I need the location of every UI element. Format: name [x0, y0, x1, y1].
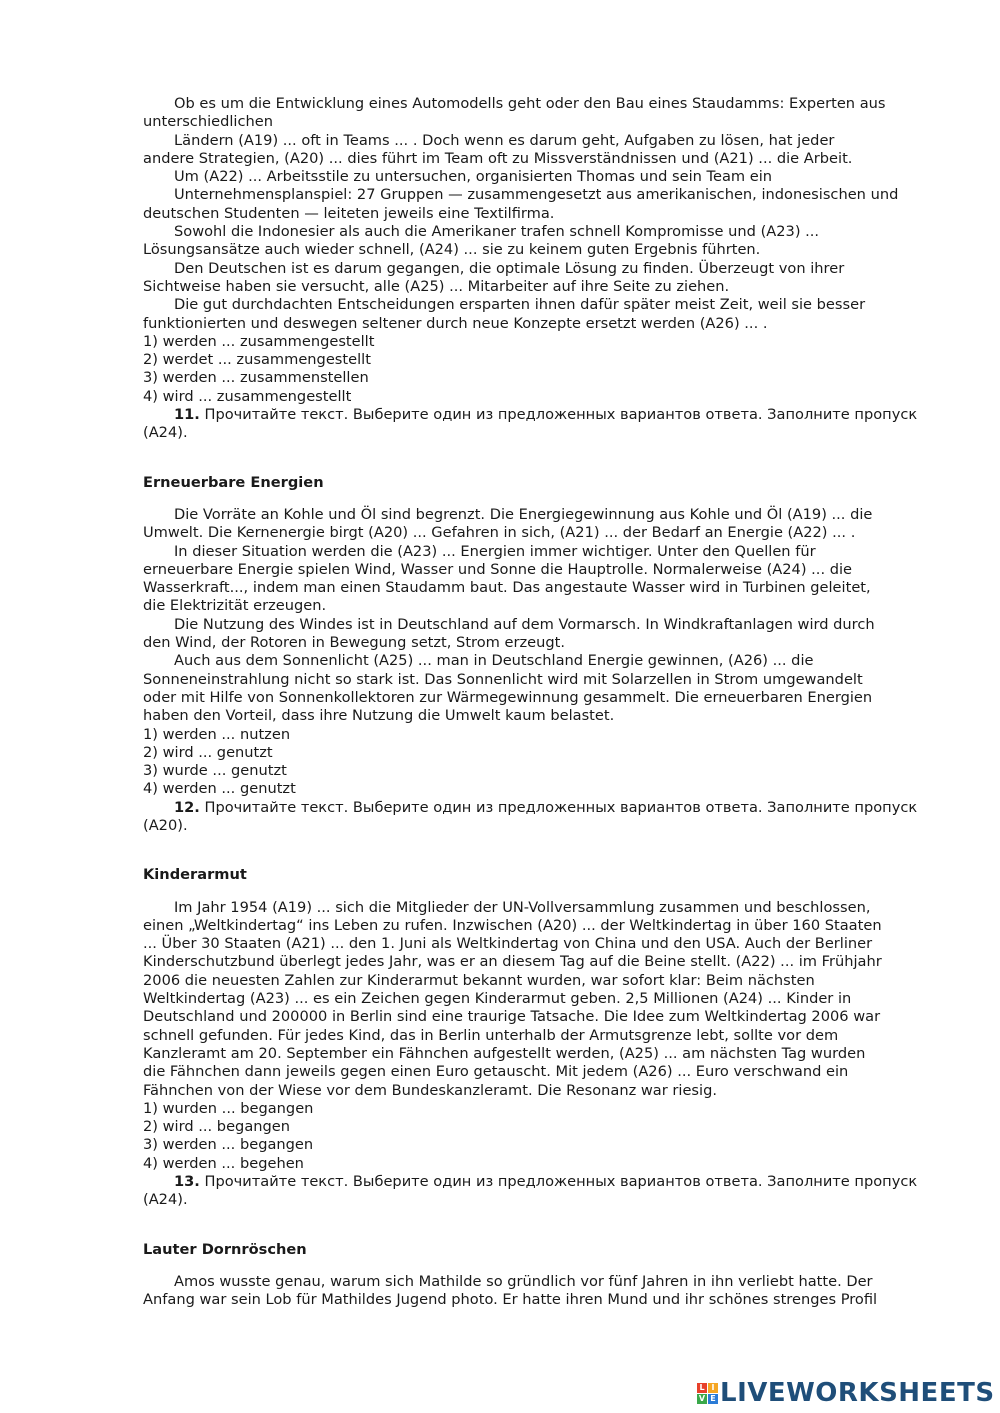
task-text: Прочитайте текст. Выберите один из предложенных вариантов ответа. Заполните пропуск — [199, 1173, 918, 1191]
answer-option: 3) werden ... begangen — [143, 1136, 314, 1154]
text-line: deutschen Studenten — leiteten jeweils eine Textilfirma. — [143, 204, 555, 222]
answer-option: 2) werdet ... zusammengestellt — [143, 351, 371, 369]
task-instruction-13 — [143, 1173, 923, 1191]
text-line: die Fähnchen dann jeweils gegen einen Euro getauscht. Mit jedem (A26) ... Euro verschwand ein — [143, 1063, 849, 1081]
text-line: Sonneneinstrahlung nicht so stark ist. Das Sonnenlicht wird mit Solarzellen in Strom umgewandelt — [143, 670, 863, 688]
task-text: Прочитайте текст. Выберите один из предложенных вариантов ответа. Заполните пропуск — [199, 798, 918, 816]
text-line: Anfang war sein Lob für Mathildes Jugend photo. Er hatte ihren Mund und ihr schönes strenges Profil — [143, 1291, 878, 1309]
text-line: In dieser Situation werden die (A23) ... Energien immer wichtiger. Unter den Quellen für — [174, 542, 816, 560]
task-number: 13. — [174, 1173, 200, 1191]
task-gap-11: (A24). — [143, 424, 188, 442]
logo-text: LIVEWORKSHEETS — [720, 1378, 995, 1408]
text-line: Die gut durchdachten Entscheidungen ersparten ihnen dafür später meist Zeit, weil sie besser — [174, 296, 866, 314]
answer-option: 4) wird ... zusammengestellt — [143, 387, 352, 405]
text-line: Sichtweise haben sie versucht, alle (A25) ... Mitarbeiter auf ihre Seite zu ziehen. — [143, 277, 730, 295]
text-line: Auch aus dem Sonnenlicht (A25) ... man in Deutschland Energie gewinnen, (A26) ... die — [174, 652, 814, 670]
text-line: Ländern (A19) ... oft in Teams ... . Doch wenn es darum geht, Aufgaben zu lösen, hat jeder — [174, 131, 835, 149]
answer-option: 3) wurde ... genutzt — [143, 762, 287, 780]
logo-letter: E — [708, 1394, 718, 1404]
text-line: Kanzleramt am 20. September ein Fähnchen aufgestellt werden, (A25) ... am nächsten Tag wurden — [143, 1044, 866, 1062]
answer-option: 1) werden ... nutzen — [143, 725, 291, 743]
text-line: Amos wusste genau, warum sich Mathilde so gründlich vor fünf Jahren in ihn verliebt hatte. Der — [174, 1272, 873, 1290]
task-number: 11. — [174, 406, 200, 424]
text-line: Umwelt. Die Kernenergie birgt (A20) ... Gefahren in sich, (A21) ... der Bedarf an Energie (A22) ... . — [143, 524, 856, 542]
section-title-erneuerbare-energien: Erneuerbare Energien — [143, 473, 324, 491]
answer-options-3 — [143, 1100, 923, 1173]
answer-option: 4) werden ... genutzt — [143, 780, 296, 798]
liveworksheets-logo[interactable] — [697, 1378, 995, 1408]
logo-letter: I — [708, 1383, 718, 1393]
text-line: erneuerbare Energie spielen Wind, Wasser und Sonne die Hauptrolle. Normalerweise (A24) ... die — [143, 560, 853, 578]
text-line: oder mit Hilfe von Sonnenkollektoren zur Wärmegewinnung gesammelt. Die erneuerbaren Energien — [143, 688, 873, 706]
text-line: Weltkindertag (A23) ... es ein Zeichen gegen Kinderarmut geben. 2,5 Millionen (A24) ... Kinder in — [143, 990, 852, 1008]
section-title-kinderarmut: Kinderarmut — [143, 866, 247, 884]
task-instruction-11 — [143, 406, 923, 424]
text-line: Lösungsansätze auch wieder schnell, (A24) ... sie zu keinem guten Ergebnis führten. — [143, 241, 761, 259]
text-line: Fähnchen von der Wiese vor dem Bundeskanzleramt. Die Resonanz war riesig. — [143, 1081, 717, 1099]
section-4-text — [143, 1273, 923, 1310]
text-line: Wasserkraft..., indem man einen Staudamm baut. Das angestaute Wasser wird in Turbinen geleitet, — [143, 579, 871, 597]
answer-option: 2) wird ... genutzt — [143, 743, 273, 761]
text-line: 2006 die neuesten Zahlen zur Kinderarmut bekannt wurden, war sofort klar: Beim nächsten — [143, 971, 815, 989]
text-line: den Wind, der Rotoren in Bewegung setzt, Strom erzeugt. — [143, 634, 565, 652]
text-line: unterschiedlichen — [143, 113, 273, 131]
answer-options-2 — [143, 726, 923, 799]
section-1-text — [143, 95, 923, 333]
text-line: Die Nutzung des Windes ist in Deutschland auf dem Vormarsch. In Windkraftanlagen wird durch — [174, 615, 875, 633]
answer-option: 4) werden ... begehen — [143, 1154, 304, 1172]
text-line: andere Strategien, (A20) ... dies führt im Team oft zu Missverständnissen und (A21) ... die Arbeit. — [143, 149, 853, 167]
text-line: die Elektrizität erzeugen. — [143, 597, 327, 615]
text-line: Kinderschutzbund überlegt jedes Jahr, was er an diesem Tag auf die Beine stellt. (A22) ... im Frühjahr — [143, 953, 882, 971]
answer-option: 2) wird ... begangen — [143, 1118, 290, 1136]
text-line: Deutschland und 200000 in Berlin sind eine traurige Tatsache. Die Idee zum Weltkindertag 2006 war — [143, 1008, 881, 1026]
worksheet-page — [143, 95, 923, 1310]
text-line: ... Über 30 Staaten (A21) ... den 1. Juni als Weltkindertag von China und den USA. Auch der Berliner — [143, 935, 873, 953]
text-line: schnell gefunden. Für jedes Kind, das in Berlin unterhalb der Armutsgrenze lebt, sollte vor dem — [143, 1026, 839, 1044]
task-gap-13: (A24). — [143, 1191, 188, 1209]
text-line: Unternehmensplanspiel: 27 Gruppen — zusammengesetzt aus amerikanischen, indonesischen und — [174, 186, 899, 204]
text-line: Ob es um die Entwicklung eines Automodells geht oder den Bau eines Staudamms: Experten aus — [174, 95, 886, 112]
answer-options-1 — [143, 333, 923, 406]
section-3-text — [143, 899, 923, 1100]
text-line: funktionierten und deswegen seltener durch neue Konzepte ersetzt werden (A26) ... . — [143, 314, 768, 332]
logo-letter: L — [697, 1383, 707, 1393]
text-line: Die Vorräte an Kohle und Öl sind begrenzt. Die Energiegewinnung aus Kohle und Öl (A19) ... die — [174, 505, 873, 523]
text-line: Im Jahr 1954 (A19) ... sich die Mitglieder der UN-Vollversammlung zusammen und beschlossen, — [174, 898, 871, 916]
logo-mark-icon — [697, 1383, 718, 1404]
task-number: 12. — [174, 798, 200, 816]
task-instruction-12 — [143, 799, 923, 817]
logo-letter: V — [698, 1394, 706, 1403]
answer-option: 1) wurden ... begangen — [143, 1099, 314, 1117]
text-line: Den Deutschen ist es darum gegangen, die optimale Lösung zu finden. Überzeugt von ihrer — [174, 259, 845, 277]
text-line: Sowohl die Indonesier als auch die Amerikaner trafen schnell Kompromisse und (A23) ... — [174, 223, 820, 241]
answer-option: 3) werden ... zusammenstellen — [143, 369, 369, 387]
section-title-lauter-dornroeschen: Lauter Dornröschen — [143, 1240, 307, 1258]
task-gap-12: (A20). — [143, 816, 188, 834]
text-line: haben den Vorteil, dass ihre Nutzung die Umwelt kaum belastet. — [143, 707, 615, 725]
answer-option: 1) werden ... zusammengestellt — [143, 332, 375, 350]
section-2-text — [143, 506, 923, 726]
task-text: Прочитайте текст. Выберите один из предложенных вариантов ответа. Заполните пропуск — [199, 406, 918, 424]
text-line: einen „Weltkindertag“ ins Leben zu rufen. Inzwischen (A20) ... der Weltkindertag in über 160 Staaten — [143, 916, 882, 934]
text-line: Um (A22) ... Arbeitsstile zu untersuchen, organisierten Thomas und sein Team ein — [174, 168, 773, 186]
